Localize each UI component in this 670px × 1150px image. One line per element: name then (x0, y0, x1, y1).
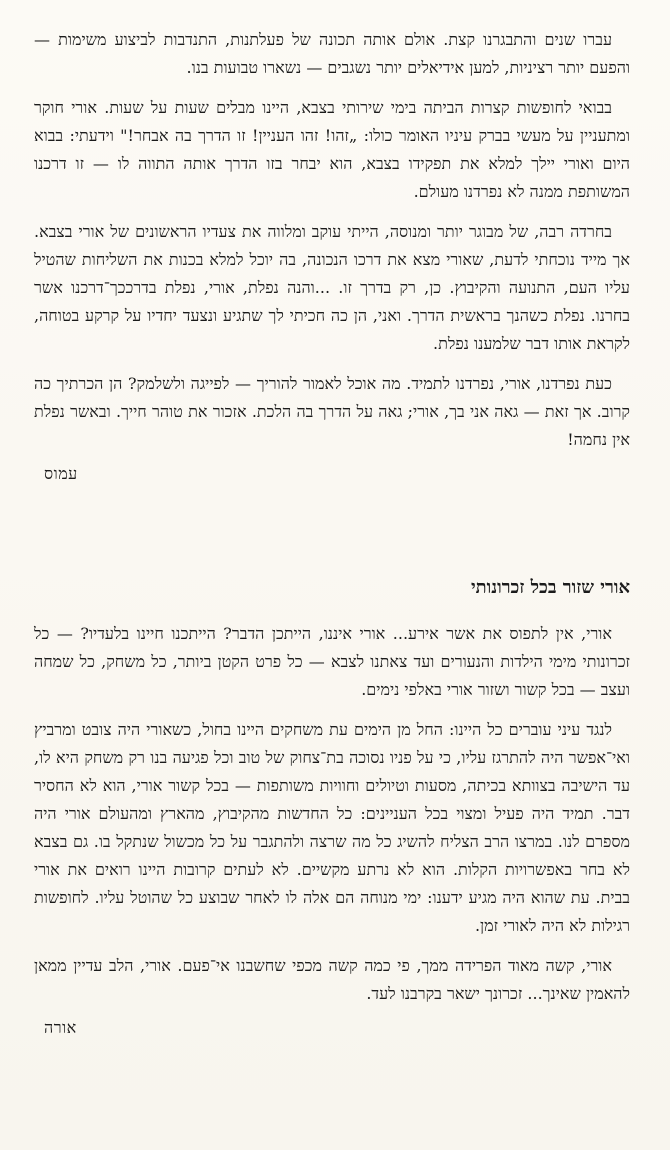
paragraph: אורי, אין לתפוס את אשר אירע... אורי איננו, הייתכן הדבר? הייתכנו חיינו בלעדיו? — כל זכרונותי מימי הילדות והנעורים ועד צאתנו לצבא — כל פרט הקטן ביותר, כל משחק, כל שמחה ועצב — בכל קשור ושזור אורי באלפי נימים. (34, 624, 630, 699)
paragraph: כעת נפרדנו, אורי, נפרדנו לתמיד. מה אוכל לאמור להוריך — לפייגה ולשלמק? הן הכרתיך כה קרוב. אך זאת — גאה אני בך, אורי; גאה על הדרך בה הלכת. אזכור את טוהר חייך. ובאשר נפלת אין נחמה! (34, 374, 630, 449)
page-content (34, 26, 630, 1042)
paragraph: בבואי לחופשות קצרות הביתה בימי שירותי בצבא, היינו מבלים שעות על שעות. אורי חוקר ומתעניין על מעשי בברק עיניו האומר כולו: „זהו! זהו העניין! זו הדרך בה אבחר!" וידעתי: בבוא היום ואורי יילך למלא את תפקידו בצבא, הוא יבחר בזו הדרך אותה התווה לו — זו דרכנו המשותפת ממנה לא נפרדנו מעולם. (34, 98, 630, 201)
signature-ora: אורה (44, 1018, 77, 1037)
signature-amos: עמוס (44, 464, 78, 483)
paragraph: אורי, קשה מאוד הפרידה ממך, פי כמה קשה מכפי שחשבנו אי־פעם. אורי, הלב עדיין ממאן להאמין שאינך... זכרונך ישאר בקרבנו לעד. (34, 956, 630, 1003)
paragraph: לנגד עיני עוברים כל היינו: החל מן הימים עת משחקים היינו בחול, כשאורי היה צובט ומרביץ ואי־אפשר היה להתרגז עליו, כי על פניו נסוכה בת־צחוק של טוב וכל פגיעה בנו רק משחק היא לו, עד הישיבה בצוותא בכיתה, מסעות וטיולים וחוויות משותפות — בכל קשור אורי, הוא לא החסיר דבר. תמיד היה פעיל ומצוי בכל העניינים: כל החדשות מהקיבוץ, מהארץ ומהעולם אורי היה מספרם לנו. במרצו הרב הצליח להשיג כל מה שרצה ולהתגבר על כל מכשול שנתקל בו. גם בצבא לא בחר באפשרויות הקלות. הוא לא נרתע מקשיים. לא לעתים קרובות היינו רואים את אורי בבית. עת שהוא היה מגיע ידענו: ימי מנוחה הם אלה לו לאחר שבוצע כל שהוטל עליו. לחופשות רגילות לא היה לאורי זמן. (34, 720, 630, 935)
paragraph: בחרדה רבה, של מבוגר יותר ומנוסה, הייתי עוקב ומלווה את צעדיו הראשונים של אורי בצבא. אך מייד נוכחתי לדעת, שאורי מצא את דרכו הנכונה, בה יוכל למלא בכנות את השליחות שהטיל עליו העם, התנועה והקיבוץ. כן, רק בדרך זו. ...והנה נפלת, אורי, נפלת בדרככך־דרכנו אשר בחרנו. נפלת כשהנך בראשית הדרך. ואני, הן כה חכיתי לך שתגיע ונצעד יחדיו על קרקע בטוחה, לקראת אותו דבר שלמענו נפלת. (34, 222, 630, 353)
paragraph: עברו שנים והתבגרנו קצת. אולם אותה תכונה של פעלתנות, התנדבות לביצוע משימות — והפעם יותר רציניות, למען אידיאלים יותר נשגבים — נשארו טבועות בנו. (34, 30, 630, 77)
section-title: אורי שזור בכל זכרונותי (470, 577, 630, 598)
